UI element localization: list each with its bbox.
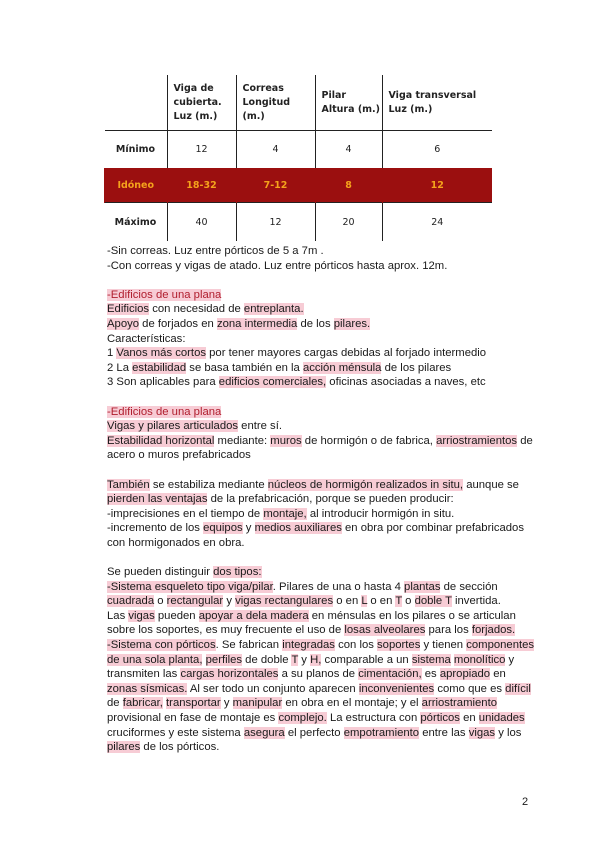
text-line — [107, 478, 535, 507]
text-run: de los pilares — [381, 361, 452, 374]
text-run: oficinas asociadas a naves, etc — [326, 376, 486, 389]
dimensions-table — [104, 75, 492, 241]
table-row-highlighted — [105, 168, 493, 203]
text-run: y — [223, 595, 236, 608]
header-line: Pilar — [321, 89, 347, 101]
table-cell: 18-32 — [167, 168, 236, 203]
highlighted-text: rectangular — [166, 595, 224, 608]
text-run: o en — [333, 595, 362, 608]
highlighted-text: vigas — [128, 609, 155, 622]
text-run: y los — [495, 726, 522, 739]
paragraph-prefabrication — [107, 478, 535, 551]
highlighted-text: -Sistema con pórticos — [107, 639, 216, 652]
table-header-row — [105, 75, 493, 131]
text-run: Características: — [107, 332, 186, 345]
highlighted-text: pilares. — [333, 317, 371, 330]
header-line: Luz (m.) — [388, 103, 433, 115]
highlighted-text: transportar — [166, 697, 221, 710]
highlighted-text: inconvenientes — [358, 682, 435, 695]
text-run: aunque se — [463, 478, 519, 491]
header-line: Luz (m.) — [173, 110, 218, 122]
highlighted-text: plantas — [404, 580, 441, 593]
text-run: se basa también en la — [186, 361, 303, 374]
section1-lines — [107, 302, 535, 390]
table-cell: 8 — [315, 168, 382, 203]
highlighted-text: cargas horizontales — [180, 668, 279, 681]
highlighted-text: vigas — [468, 726, 496, 739]
spacer — [107, 463, 535, 478]
header-line: cubierta. — [173, 96, 222, 108]
highlighted-text: difícil — [505, 682, 531, 695]
text-line — [107, 434, 535, 463]
highlighted-text: T — [395, 595, 403, 608]
row-label: Mínimo — [115, 144, 156, 155]
note-line: -Con correas y vigas de atado. Luz entre pórticos hasta aprox. 12m. — [107, 259, 448, 272]
text-run: en ménsulas en los pilares o se articulan sobre los soportes, es muy frecuente el uso de — [107, 609, 516, 637]
text-line — [107, 361, 535, 376]
text-run: y transmiten las — [107, 653, 515, 681]
highlighted-text: cimentación, — [358, 668, 422, 681]
table-cell: 20 — [315, 203, 382, 242]
highlighted-text: cuadrada — [107, 595, 155, 608]
highlighted-text: equipos — [203, 522, 243, 535]
text-line — [107, 332, 535, 347]
highlighted-text: asegura — [243, 726, 285, 739]
section-title — [107, 405, 535, 420]
highlighted-text: Vigas y pilares articulados — [107, 420, 239, 433]
table-cell: 4 — [236, 131, 315, 169]
section-title-text: -Edificios de una plana — [107, 405, 222, 418]
text-run: o en — [367, 595, 396, 608]
table-cell: 12 — [167, 131, 236, 169]
text-run: al introducir hormigón in situ. — [306, 507, 455, 520]
highlighted-text: Apoyo — [107, 317, 140, 330]
text-line — [107, 375, 535, 390]
highlighted-text: arriostramiento — [421, 697, 497, 710]
text-run: La estructura con — [326, 712, 421, 724]
highlighted-text: perfiles — [205, 653, 243, 666]
text-run: entre sí. — [238, 420, 282, 433]
highlighted-text: unidades — [478, 712, 525, 724]
highlighted-text: dos tipos: — [213, 566, 262, 579]
text-run: 2 La — [107, 361, 133, 374]
text-run: de forjados en — [139, 317, 217, 330]
row-label: Máximo — [105, 203, 168, 242]
text-run: en — [459, 712, 479, 724]
text-run: cruciformes y este sistema — [107, 726, 244, 739]
highlighted-text: sistema — [411, 653, 451, 666]
text-run: -imprecisiones en el tiempo de — [107, 507, 264, 520]
text-run: de los pórticos. — [140, 741, 220, 754]
highlighted-text: componentes de una sola planta, — [107, 639, 535, 666]
table-cell: 40 — [167, 203, 236, 242]
text-run: en obra en el montaje; y el — [282, 697, 422, 710]
text-run: de hormigón o de fabrica, — [301, 434, 437, 447]
text-run: para los — [425, 624, 472, 637]
text-run: Al ser todo un conjunto aparecen — [187, 682, 359, 695]
highlighted-text: integradas — [282, 639, 335, 652]
text-run: Se pueden distinguir — [107, 566, 214, 579]
table-cell: 6 — [382, 131, 492, 169]
highlighted-text: arriostramientos — [436, 434, 518, 447]
highlighted-text: fabricar, — [122, 697, 163, 710]
table-row — [105, 203, 493, 242]
text-run: el perfecto — [284, 726, 344, 739]
text-run: comparable a un — [321, 653, 412, 666]
highlighted-text: Edificios — [107, 303, 150, 316]
spacer — [107, 273, 535, 288]
text-line — [107, 580, 535, 609]
highlighted-text: vigas rectangulares — [235, 595, 334, 608]
text-run: y — [220, 697, 233, 710]
text-run: mediante: — [214, 434, 271, 447]
text-run: por tener mayores cargas debidas al forjado intermedio — [206, 347, 487, 360]
table-header-cell — [315, 75, 382, 131]
section2-lines — [107, 419, 535, 463]
text-run: y tienen — [420, 639, 467, 652]
highlighted-text: montaje, — [263, 507, 307, 520]
highlighted-text: manipular — [232, 697, 283, 710]
text-run: como que es — [434, 682, 506, 695]
text-run: . Pilares de una o hasta 4 — [272, 580, 405, 593]
text-run: de los — [297, 317, 334, 330]
table-cell: 7-12 — [236, 168, 315, 203]
text-run: -incremento de los — [107, 522, 204, 535]
highlighted-text: edificios comerciales, — [218, 376, 327, 389]
text-run: o — [402, 595, 415, 608]
text-run: con necesidad de — [149, 303, 244, 316]
highlighted-text: empotramiento — [343, 726, 420, 739]
highlighted-text: pórticos — [420, 712, 460, 724]
paragraph-systems — [107, 565, 535, 755]
table-cell: 4 — [315, 131, 382, 169]
page-number: 2 — [522, 796, 529, 808]
highlighted-text: doble T — [414, 595, 452, 608]
highlighted-text: acción ménsula — [302, 361, 382, 374]
highlighted-text: complejo. — [278, 712, 327, 724]
text-run: entre las — [419, 726, 469, 739]
text-line — [107, 346, 535, 361]
text-line — [107, 317, 535, 332]
header-line: Longitud (m.) — [242, 96, 291, 122]
text-run: en — [490, 668, 506, 681]
header-line: Viga de — [173, 82, 214, 94]
text-run: de — [107, 697, 123, 710]
text-run: 1 — [107, 347, 117, 360]
text-line — [107, 609, 535, 638]
highlighted-text: pierden las ventajas — [107, 493, 208, 506]
highlighted-text: También — [107, 478, 150, 491]
text-run: con los — [334, 639, 378, 652]
header-line: Viga transversal — [388, 89, 477, 101]
text-line — [107, 507, 535, 522]
text-run: de doble — [242, 653, 292, 666]
row-label: Idóneo — [105, 168, 168, 203]
highlighted-text: estabilidad — [132, 361, 187, 374]
highlighted-text: L — [361, 595, 368, 608]
highlighted-text: apropiado — [439, 668, 491, 681]
text-line — [107, 419, 535, 434]
highlighted-text: muros — [270, 434, 302, 447]
section-title-text: -Edificios de una plana — [107, 288, 222, 301]
highlighted-text: monolítico — [453, 653, 506, 666]
highlighted-text: T — [291, 653, 299, 666]
text-line — [107, 565, 535, 580]
highlighted-text: soportes — [377, 639, 421, 652]
text-run: de sección — [440, 580, 498, 593]
table-cell: 12 — [236, 203, 315, 242]
note-line: -Sin correas. Luz entre pórticos de 5 a 7m . — [107, 245, 324, 257]
text-run: a su planos de — [278, 668, 359, 681]
highlighted-text: apoyar a dela madera — [198, 609, 309, 622]
spacer — [107, 550, 535, 565]
highlighted-text: medios auxiliares — [254, 522, 342, 535]
highlighted-text: pilares — [107, 741, 141, 754]
text-run: 3 Son aplicables para — [107, 376, 219, 389]
highlighted-text: núcleos de hormigón realizados in situ, — [267, 478, 464, 491]
text-run: y — [298, 653, 311, 666]
highlighted-text: zona intermedia — [216, 317, 298, 330]
header-line: Altura (m.) — [321, 103, 381, 115]
highlighted-text: H, — [310, 653, 322, 666]
text-line — [107, 302, 535, 317]
highlighted-text: -Sistema esqueleto tipo viga/pilar — [107, 580, 273, 593]
highlighted-text: losas alveolares — [344, 624, 426, 637]
table-header-cell — [382, 75, 492, 131]
text-line — [107, 638, 535, 755]
text-run: de la prefabricación, porque se pueden producir: — [207, 493, 454, 506]
text-run: se estabiliza mediante — [149, 478, 268, 491]
text-run: pueden — [154, 609, 199, 622]
text-run: Las — [107, 609, 129, 622]
text-run: provisional en fase de montaje es — [107, 712, 279, 724]
highlighted-text: Estabilidad horizontal — [107, 434, 215, 447]
highlighted-text: Vanos más cortos — [116, 347, 206, 360]
highlighted-text: forjados. — [471, 624, 516, 637]
text-run: invertida. — [451, 595, 501, 608]
highlighted-text: zonas sísmicas. — [107, 682, 188, 695]
text-line — [107, 521, 535, 550]
text-run: . Se fabrican — [215, 639, 283, 652]
text-run: y — [242, 522, 255, 535]
section-title — [107, 288, 535, 303]
spacer — [107, 390, 535, 405]
table-cell: 12 — [382, 168, 492, 203]
text-run: es — [421, 668, 440, 681]
table-header-cell — [167, 75, 236, 131]
text-run: en obra por combinar prefabricados con hormigonados en obra. — [107, 522, 524, 549]
text-run: o — [154, 595, 167, 608]
table-header-empty — [105, 75, 168, 131]
text-run: de acero o muros prefabricados — [107, 434, 533, 462]
table-header-cell — [236, 75, 315, 131]
table-cell: 24 — [382, 203, 492, 242]
document-body — [107, 244, 535, 755]
highlighted-text: entreplanta. — [243, 303, 304, 316]
header-line: Correas — [242, 82, 284, 94]
table-row — [105, 131, 493, 169]
